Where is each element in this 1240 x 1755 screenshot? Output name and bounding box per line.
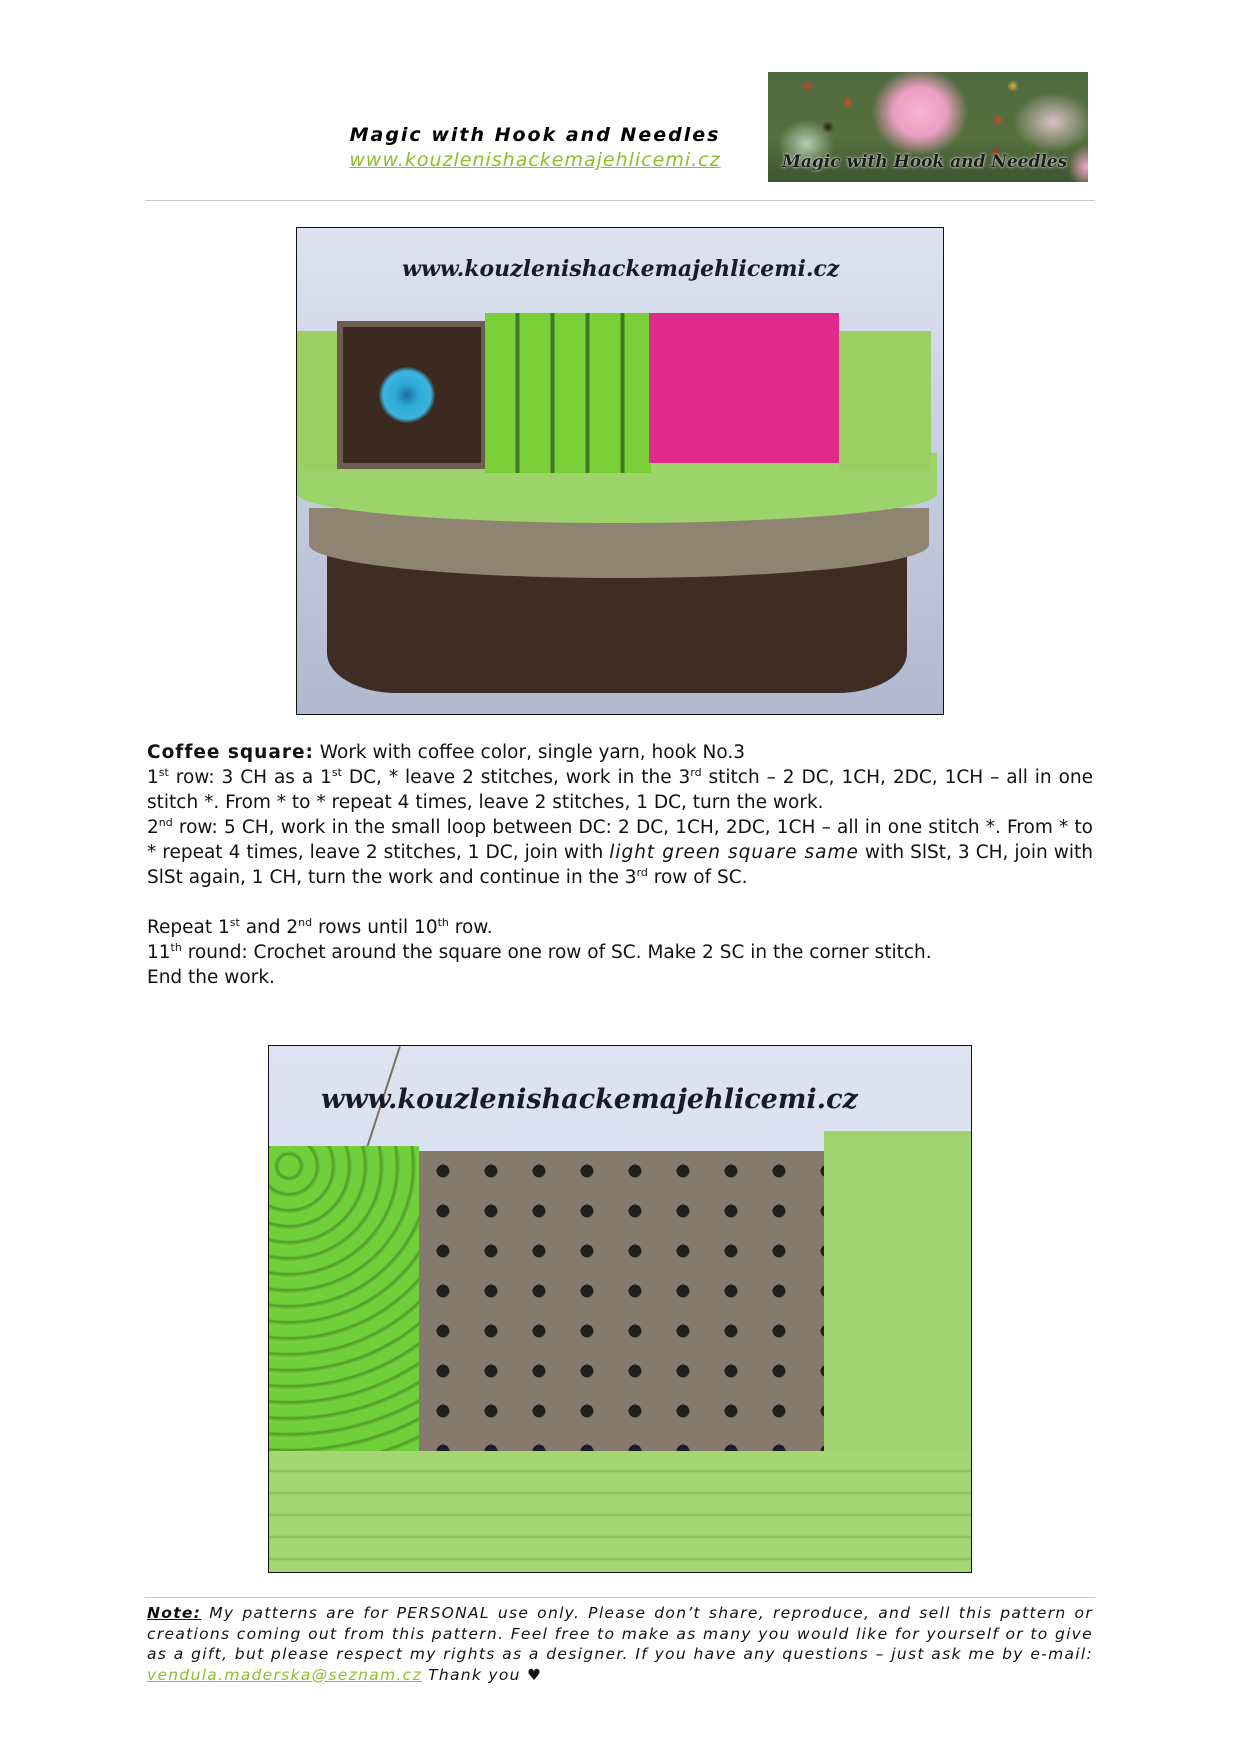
end-instruction: End the work. xyxy=(147,967,275,988)
paragraph-gap xyxy=(147,890,1093,915)
bag-photo xyxy=(296,227,944,715)
row-text: stitch – 2 DC, 1CH, 2DC, 1CH – all in one stitch *. From * to * repeat 4 times, leave 2 stitches, 1 DC, turn the work. xyxy=(147,767,1093,813)
ordinal-suffix: th xyxy=(437,916,449,929)
pattern-instructions xyxy=(147,740,1093,990)
footer-divider xyxy=(145,1597,1095,1598)
row-text: row: 5 CH, work in the small loop between DC: 2 DC, 1CH, 2DC, 1CH – all in one stitch *. From * to * repeat 4 times, leave 2 stitches, 1 DC, join with xyxy=(147,817,1093,863)
site-url-link[interactable]: www.kouzlenishackemajehlicemi.cz xyxy=(349,149,721,171)
ordinal-suffix: nd xyxy=(158,816,173,829)
ordinal-suffix: st xyxy=(229,916,240,929)
row-text: with SlSt, 3 CH, join with SlSt again, 1 CH, turn the work and continue in the 3 xyxy=(147,842,1093,888)
repeat-text: and 2 xyxy=(239,917,299,938)
ordinal-suffix: th xyxy=(170,941,182,954)
coffee-mesh-square xyxy=(419,1151,824,1466)
email-link[interactable]: vendula.maderska@seznam.cz xyxy=(147,1665,422,1684)
site-title: Magic with Hook and Needles xyxy=(349,124,721,146)
row-text: row of SC. xyxy=(647,867,748,888)
ordinal-suffix: st xyxy=(331,766,342,779)
header-banner-image xyxy=(768,72,1088,182)
bag-left-green-panel xyxy=(297,331,337,471)
header-divider xyxy=(145,200,1095,201)
emphasized-text: light green square same xyxy=(609,842,859,863)
light-green-band xyxy=(269,1451,972,1573)
round-number: 11 xyxy=(147,942,171,963)
ordinal-suffix: nd xyxy=(298,916,313,929)
round-11-instructions xyxy=(147,940,1093,965)
thanks-text: Thank you ♥ xyxy=(421,1665,543,1684)
bag-right-green-panel xyxy=(839,331,931,471)
copyright-note xyxy=(147,1603,1093,1685)
note-label: Note: xyxy=(147,1604,202,1622)
bag-pink-square xyxy=(649,313,839,463)
ordinal-suffix: st xyxy=(158,766,169,779)
row-number: 2 xyxy=(147,817,159,838)
blue-flower-motif xyxy=(379,367,435,423)
intro-text: Work with coffee color, single yarn, hook No.3 xyxy=(313,742,745,763)
photo-watermark: www.kouzlenishackemajehlicemi.cz xyxy=(321,1084,858,1115)
section-heading: Coffee square: xyxy=(147,742,314,763)
crochet-bag xyxy=(297,313,944,708)
note-text: My patterns are for PERSONAL use only. Please don’t share, reproduce, and sell this pattern or creations coming out from this pattern. Feel free to make as many you would like for yourself or to give as a gift, but please respect my rights as a designer. If you have any questions – just ask me by e-mail: xyxy=(147,1604,1093,1663)
repeat-text: rows until 10 xyxy=(312,917,438,938)
photo-watermark: www.kouzlenishackemajehlicemi.cz xyxy=(402,256,840,282)
coffee-square-intro xyxy=(147,740,1093,765)
repeat-text: Repeat 1 xyxy=(147,917,230,938)
bag-coffee-square xyxy=(337,321,487,469)
ordinal-suffix: rd xyxy=(636,866,648,879)
green-mesh-square xyxy=(269,1146,419,1476)
repeat-instructions xyxy=(147,915,1093,940)
round-text: round: Crochet around the square one row of SC. Make 2 SC in the corner stitch. xyxy=(181,942,932,963)
row-2-instructions xyxy=(147,815,1093,890)
row-text: DC, * leave 2 stitches, work in the 3 xyxy=(341,767,691,788)
document-header xyxy=(300,122,770,172)
bag-green-mesh-square xyxy=(485,313,651,473)
banner-text: Magic with Hook and Needles xyxy=(782,152,1068,172)
ordinal-suffix: rd xyxy=(690,766,702,779)
repeat-text: row. xyxy=(448,917,493,938)
closeup-photo xyxy=(268,1045,972,1573)
row-text: row: 3 CH as a 1 xyxy=(168,767,332,788)
row-1-instructions xyxy=(147,765,1093,815)
row-number: 1 xyxy=(147,767,159,788)
